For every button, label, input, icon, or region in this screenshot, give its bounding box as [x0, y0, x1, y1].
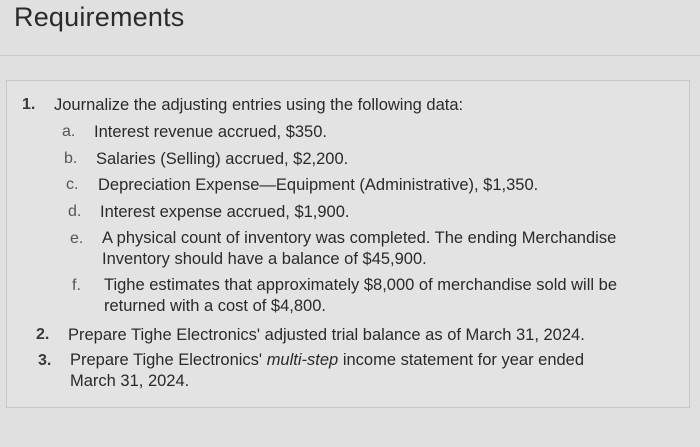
item-letter: c.: [66, 176, 79, 193]
requirement-text-start: Prepare Tighe Electronics': [70, 351, 263, 369]
title-divider: [0, 55, 700, 56]
item-text: Interest revenue accrued, $350.: [94, 123, 327, 141]
requirement-text-end: income statement for year ended: [342, 351, 585, 369]
requirement-text: Prepare Tighe Electronics' adjusted trial balance as of March 31, 2024.: [68, 326, 585, 344]
item-letter: b.: [64, 150, 78, 167]
requirement-number: 1.: [22, 96, 36, 113]
item-text: returned with a cost of $4,800.: [104, 297, 326, 315]
item-text: Interest expense accrued, $1,900.: [100, 203, 350, 221]
item-letter: d.: [68, 203, 82, 220]
requirement-text: Journalize the adjusting entries using the following data:: [54, 96, 464, 114]
item-letter: f.: [72, 277, 81, 294]
item-text: Salaries (Selling) accrued, $2,200.: [96, 150, 349, 168]
item-text: Tighe estimates that approximately $8,000 of merchandise sold will be: [104, 276, 617, 294]
item-letter: a.: [62, 123, 76, 140]
requirement-number: 3.: [38, 352, 52, 369]
requirement-text: March 31, 2024.: [70, 372, 190, 390]
item-letter: e.: [70, 230, 84, 247]
item-text: Depreciation Expense—Equipment (Administrative), $1,350.: [98, 176, 539, 194]
requirement-text: [70, 350, 584, 370]
requirement-number: 2.: [36, 326, 50, 343]
page-title: Requirements: [14, 2, 185, 32]
requirement-text-emphasis: multi-step: [266, 351, 339, 369]
item-text: A physical count of inventory was completed. The ending Merchandise: [102, 229, 617, 247]
item-text: Inventory should have a balance of $45,900.: [102, 250, 427, 268]
